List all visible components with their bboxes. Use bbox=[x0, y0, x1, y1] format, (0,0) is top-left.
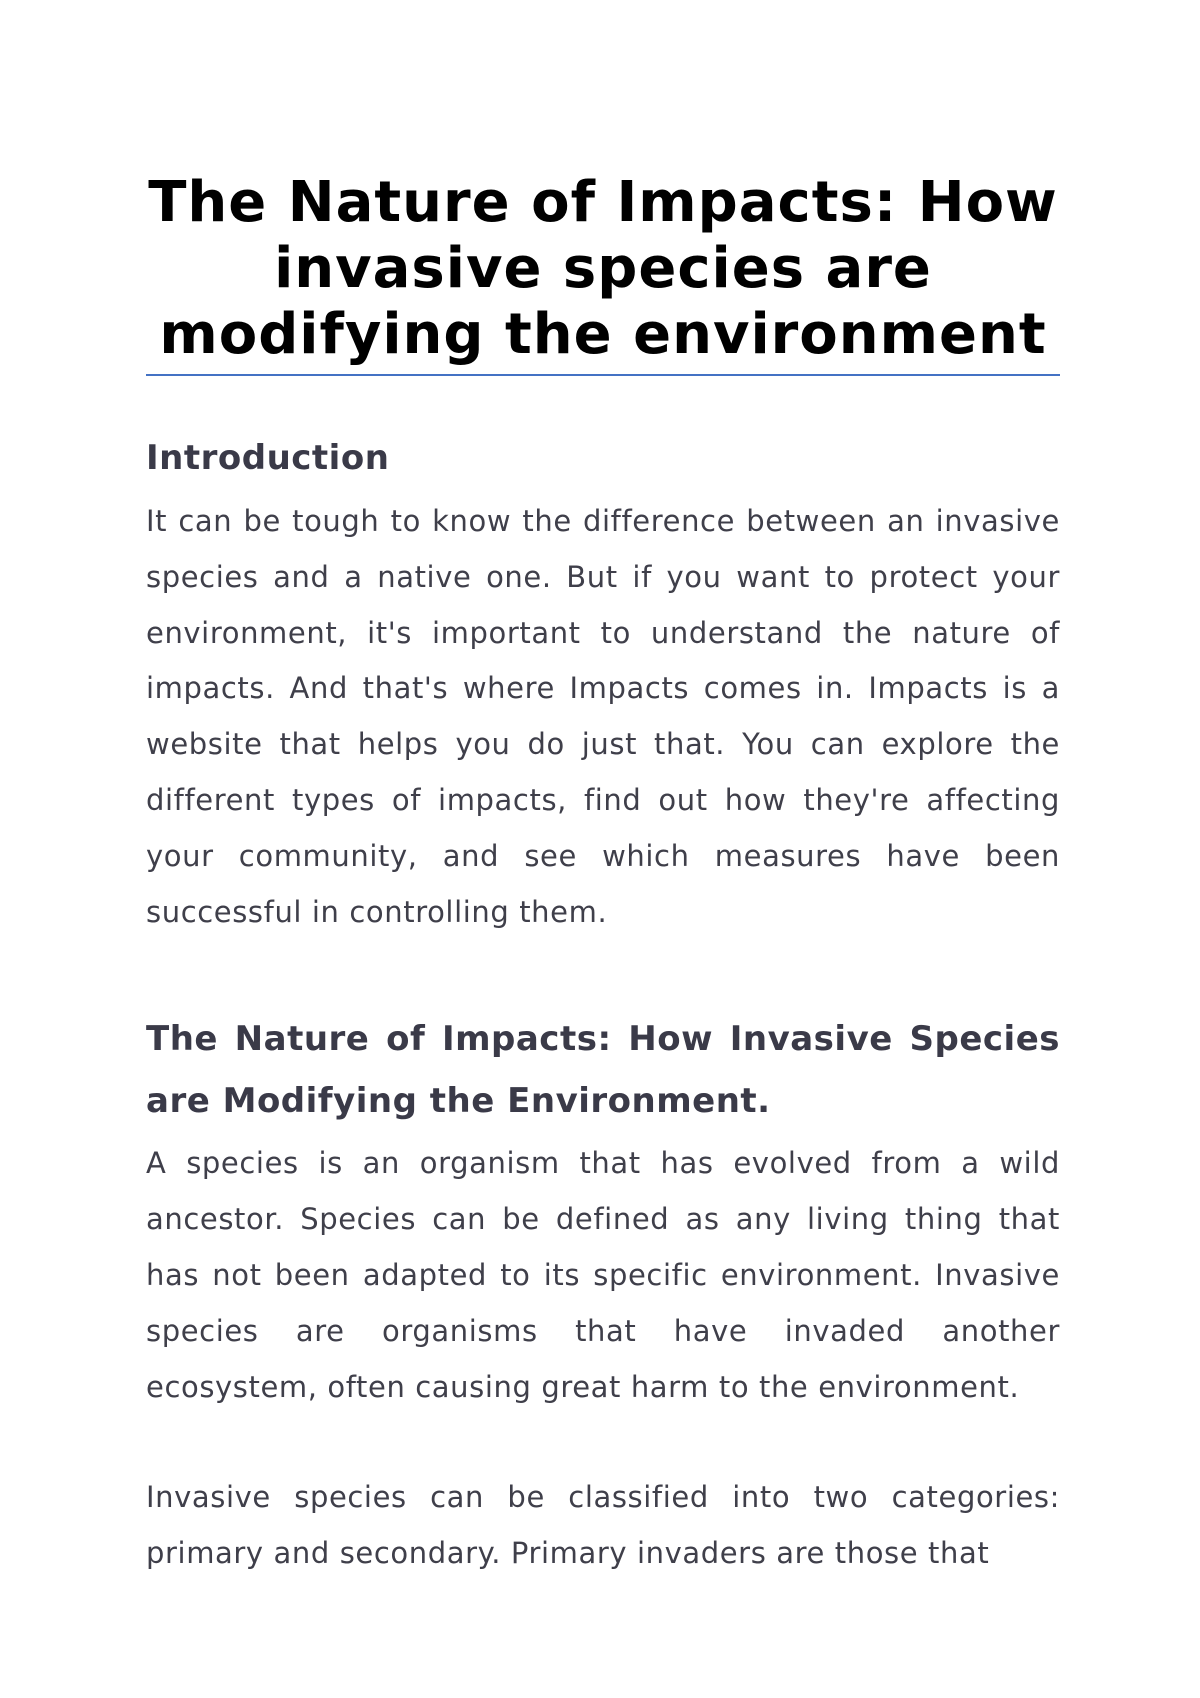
introduction-heading: Introduction bbox=[146, 438, 390, 478]
introduction-paragraph: It can be tough to know the difference between an invasive species and a native one. But if you want to protect your environment, it's important to understand the nature of impacts. And that's where Impacts comes in. Impacts is a website that helps you do just that. You can explore the different types of impacts, find out how they're affecting your community, and see which measures have been successful in controlling them. bbox=[146, 504, 1060, 929]
document-page bbox=[146, 170, 1060, 1582]
section-paragraph-2: Invasive species can be classified into two categories: primary and secondary. Primary invaders are those that bbox=[146, 1480, 1060, 1571]
document-title: The Nature of Impacts: How invasive species are modifying the environment bbox=[146, 170, 1060, 376]
section-paragraph-1: A species is an organism that has evolved from a wild ancestor. Species can be defined as any living thing that has not been adapted to its specific environment. Invasive species are organisms that have invaded another ecosystem, often causing great harm to the environment. bbox=[146, 1146, 1060, 1404]
section-heading: The Nature of Impacts: How Invasive Species are Modifying the Environment. bbox=[146, 1019, 1060, 1122]
